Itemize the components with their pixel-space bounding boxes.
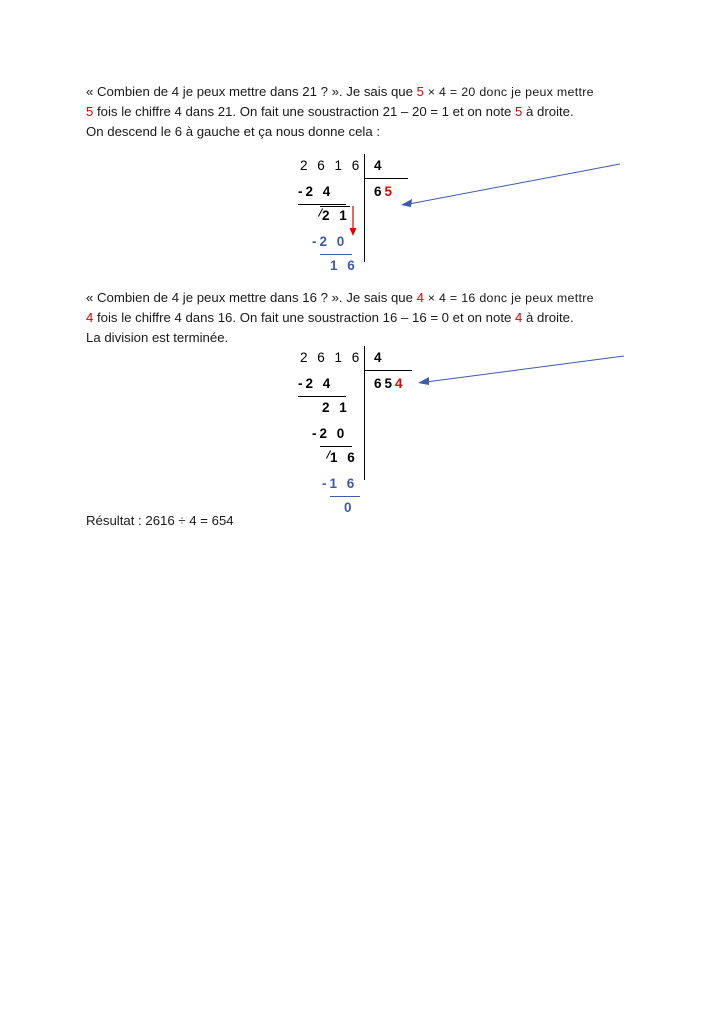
p2-l1-text-a: « Combien de 4 je peux mettre dans 16 ? ». Je sais que <box>86 290 417 305</box>
p1-l2-red-5b: 5 <box>515 104 523 119</box>
p2-l1-text-b: × 4 = 16 donc je peux mettre <box>423 291 594 305</box>
division1-quotient-red: 5 <box>384 184 396 199</box>
p1-l1-text-a: « Combien de 4 je peux mettre dans 21 ? ». Je sais que <box>86 84 417 99</box>
paragraph-1-line-1 <box>86 82 642 102</box>
division1-divisor: 4 <box>374 158 385 173</box>
division2-step2-remainder: 1 6 <box>330 450 358 465</box>
division2-quotient <box>374 376 406 391</box>
division2-step1-remainder: 2 1 <box>322 400 350 415</box>
division1-quotient <box>374 184 395 199</box>
paragraph-2-line-1 <box>86 288 642 308</box>
p2-l1-red-4: 4 <box>416 290 424 305</box>
division1-remainder-top-line <box>320 206 350 207</box>
p2-l2-red-4a: 4 <box>86 310 94 325</box>
division1-step1-remainder: 2 1 <box>322 208 350 223</box>
division1-step1-subtraction: -2 4 <box>298 184 334 199</box>
p2-l2-text-b: à droite. <box>522 310 574 325</box>
division2-step2-subtraction: -2 0 <box>312 426 348 441</box>
division2-step2-underline <box>320 446 352 447</box>
p1-l2-text-b: à droite. <box>522 104 574 119</box>
division2-quotient-black: 65 <box>374 376 396 391</box>
division2-divisor: 4 <box>374 350 385 365</box>
division2-step1-subtraction: -2 4 <box>298 376 334 391</box>
division1-descend-arrow <box>348 206 362 238</box>
division2-step1-underline <box>298 396 346 397</box>
pointer-arrow-1 <box>395 162 625 210</box>
paragraph-2-line-3: La division est terminée. <box>86 330 229 345</box>
division2-step3-underline <box>330 496 360 497</box>
division1-quotient-black: 6 <box>374 184 385 199</box>
division1-step2-underline <box>320 254 352 255</box>
paragraph-1 <box>86 82 642 142</box>
paragraph-1-line-2 <box>86 102 642 122</box>
division2-step3-subtraction: -1 6 <box>322 476 358 491</box>
division1-dividend: 2 6 1 6 <box>300 158 363 173</box>
p1-l1-text-b: × 4 = 20 donc je peux mettre <box>423 85 594 99</box>
division1-step2-remainder: 1 6 <box>330 258 358 273</box>
p1-l2-text-a: fois le chiffre 4 dans 21. On fait une soustraction 21 – 20 = 1 et on note <box>93 104 516 119</box>
division1-vertical-bar <box>364 154 365 262</box>
p2-l2-text-a: fois le chiffre 4 dans 16. On fait une soustraction 16 – 16 = 0 et on note <box>93 310 516 325</box>
division2-quotient-red: 4 <box>395 376 406 391</box>
division2-step3-remainder: 0 <box>344 500 355 515</box>
p1-l1-red-5: 5 <box>416 84 424 99</box>
paragraph-2 <box>86 288 642 348</box>
result-line: Résultat : 2616 ÷ 4 = 654 <box>86 513 234 528</box>
division2-dividend: 2 6 1 6 <box>300 350 363 365</box>
pointer-arrow-2 <box>412 354 628 388</box>
division1-step2-subtraction: -2 0 <box>312 234 348 249</box>
division2-divisor-underline <box>364 370 412 371</box>
paragraph-2-line-2 <box>86 308 642 328</box>
p2-l2-red-4b: 4 <box>515 310 523 325</box>
paragraph-1-line-3: On descend le 6 à gauche et ça nous donne cela : <box>86 124 381 139</box>
division1-step1-underline <box>298 204 346 205</box>
p1-l2-red-5a: 5 <box>86 104 94 119</box>
division2-vertical-bar <box>364 346 365 480</box>
